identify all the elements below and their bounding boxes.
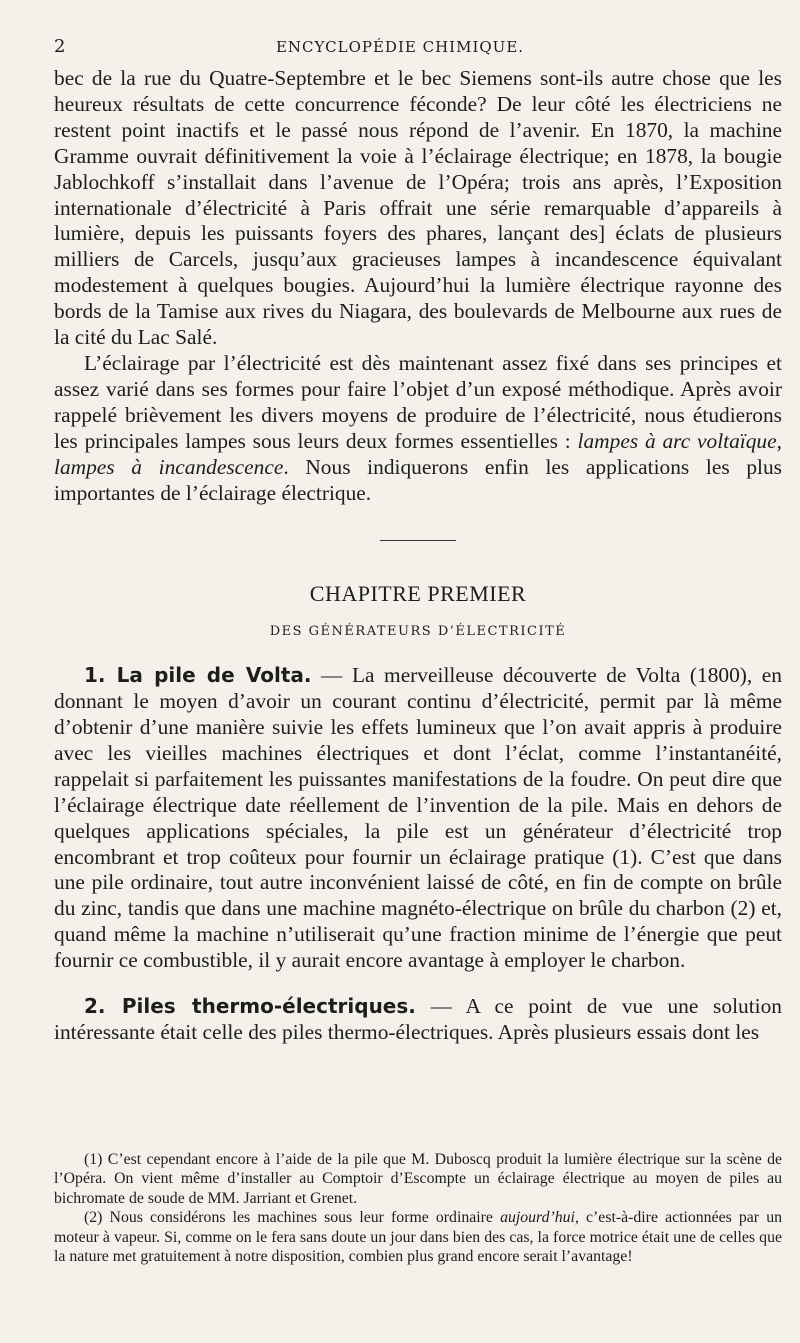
intro-p2-emphasis-2: lampes à incandescence xyxy=(54,454,284,479)
chapter-subtitle: DES GÉNÉRATEURS D’ÉLECTRICITÉ xyxy=(269,624,567,640)
intro-p2-end: . Nous indiquerons enfin les applications les plus importantes de l’éclairage électrique. xyxy=(54,454,783,505)
footnotes xyxy=(54,1150,782,1266)
section-divider xyxy=(380,540,456,541)
footnote-2-emphasis: aujourd’hui xyxy=(500,1209,575,1227)
footnote-2-start: (2) Nous considérons les machines sous leur forme ordinaire xyxy=(84,1209,501,1227)
intro-p2-start: L’éclairage par l’électricité est dès maintenant assez fixé dans ses principes et assez varié dans ses formes pour faire l’objet d’un exposé méthodique. Après avoir rappelé brièvement les divers moyens de produire de l’électricité, nous étudierons les principales lampes sous leurs deux formes essentielles : xyxy=(54,350,782,453)
running-title: ENCYCLOPÉDIE CHIMIQUE. xyxy=(275,38,525,56)
section-1-paragraph xyxy=(54,663,782,974)
footnote-2 xyxy=(54,1208,782,1266)
paragraph-gap xyxy=(54,974,782,994)
intro-paragraph-1: bec de la rue du Quatre-Septembre et le bec Siemens sont-ils autre chose que les heureux résultats de cette concurrence féconde? De leur côté les électriciens ne restent point inactifs et le passé nous répond de l’avenir. En 1870, la machine Gramme ouvrait définitivement la voie à l’éclairage électrique; en 1878, la bougie Jablochkoff s’installait dans l’avenue de l’Opéra; trois ans après, l’Exposition internationale d’électricité à Paris offrait une série remarquable d’appareils à lumière, depuis les puissants foyers des phares, lançant des] éclats de plusieurs milliers de Carcels, jusqu’aux gracieuses lampes à incandescence équivalant modestement à quelques bougies. Aujourd’hui la lumière électrique rayonne des bords de la Tamise aux rives du Niagara, des boulevards de Melbourne aux rues de la cité du Lac Salé. xyxy=(54,66,782,350)
page-number: 2 xyxy=(54,36,66,57)
chapter-title: CHAPITRE PREMIER xyxy=(309,581,527,607)
section-1-text: — La merveilleuse découverte de Volta (1800), en donnant le moyen d’avoir un courant continu d’électricité, permit par là même d’obtenir d’une manière suivie les effets lumineux que l’on avait appris à produire avec les vieilles machines électriques et dont l’éclat, comme l’instantanéité, rappelait si parfaitement les puissantes manifestations de la foudre. On peut dire que l’éclairage électrique date réellement de l’invention de la pile. Mais en dehors de quelques applications spéciales, la pile est un générateur d’électricité trop encombrant et trop coûteux pour fournir un éclairage pratique (1). C’est que dans une pile ordinaire, tout autre inconvénient laissé de côté, en fin de compte on brûle du zinc, tandis que dans une machine magnéto-électrique on brûle du charbon (2) et, quand même la machine n’utiliserait qu’une fraction minime de l’énergie que peut fournir ce combustible, il y aurait encore avantage à employer le charbon. xyxy=(54,663,782,973)
footnote-1: (1) C’est cependant encore à l’aide de la pile que M. Duboscq produit la lumière électrique sur la scène de l’Opéra. On vient même d’installer au Comptoir d’Escompte un éclairage électrique au moyen de piles au bichromate de soude de MM. Jarriant et Grenet. xyxy=(54,1151,782,1207)
intro-paragraph-2 xyxy=(54,351,782,506)
footnote-2-end: , c’est-à-dire actionnées par un moteur à vapeur. Si, comme on le fera sans doute un jour dans bien des cas, la force motrice était une de celles que la nature met gratuitement à notre disposition, combien plus grand encore serait l’avantage! xyxy=(54,1209,782,1266)
body-text xyxy=(54,66,782,1046)
section-2-paragraph xyxy=(54,994,782,1046)
section-2-heading: 2. Piles thermo-électriques. xyxy=(84,994,416,1019)
running-head xyxy=(48,36,752,60)
intro-p2-emphasis-1: lampes à arc voltaïque xyxy=(577,428,777,453)
section-1-heading: 1. La pile de Volta. xyxy=(84,663,312,688)
intro-p2-mid: , xyxy=(776,428,782,453)
section-2-text: — A ce point de vue une solution intéressante était celle des piles thermo-électriques. Après plusieurs essais dont les xyxy=(54,994,782,1044)
